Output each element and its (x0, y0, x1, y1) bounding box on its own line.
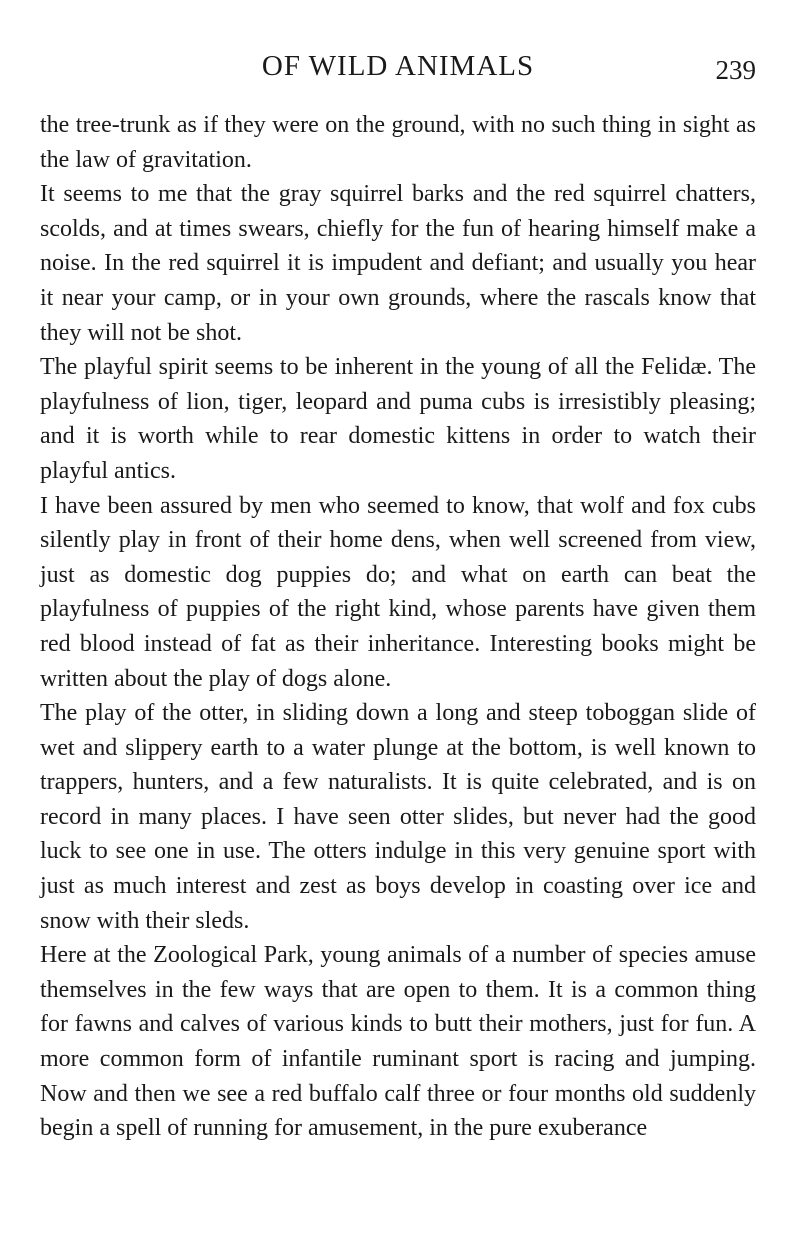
paragraph-felidae: The playful spirit seems to be inherent in the young of all the Felidæ. The playfulness of lion, tiger, leopard and puma cubs is irresistibly pleasing; and it is worth while to rear domestic kittens in order to watch their playful antics. (40, 354, 756, 484)
paragraph-zoological-park: Here at the Zoological Park, young animals of a number of species amuse themselves in the few ways that are open to them. It is a common thing for fawns and calves of various kinds to butt their mothers, just for fun. A more common form of infantile ruminant sport is racing and jumping. Now and then we see a red buffalo calf three or four months old suddenly begin a spell of running for amusement, in the pure exuberance (40, 942, 756, 1142)
running-title: OF WILD ANIMALS (261, 50, 535, 82)
paragraph-wolf-fox-cubs: I have been assured by men who seemed to know, that wolf and fox cubs silently play in front of their home dens, when well screened from view, just as domestic dog puppies do; and what on earth can beat the playfulness of puppies of the right kind, whose parents have given them red blood instead of fat as their inheritance. Interesting books might be written about the play of dogs alone. (40, 492, 756, 692)
paragraph-squirrels: It seems to me that the gray squirrel barks and the red squirrel chatters, scolds, and at times swears, chiefly for the fun of hearing himself make a noise. In the red squirrel it is impudent and defiant; and usually you hear it near your camp, or in your own grounds, where the rascals know that they will not be shot. (40, 181, 756, 346)
paragraph-continuation: the tree-trunk as if they were on the ground, with no such thing in sight as the law of gravitation. (40, 112, 756, 173)
running-head (40, 48, 756, 88)
page-number: 239 (715, 55, 756, 85)
body-text (40, 108, 756, 1146)
paragraph-otter: The play of the otter, in sliding down a long and steep toboggan slide of wet and slippery earth to a water plunge at the bottom, is well known to trappers, hunters, and a few naturalists. It is quite celebrated, and is on record in many places. I have seen otter slides, but never had the good luck to see one in use. The otters indulge in this very genuine sport with just as much interest and zest as boys develop in coasting over ice and snow with their sleds. (40, 700, 756, 934)
